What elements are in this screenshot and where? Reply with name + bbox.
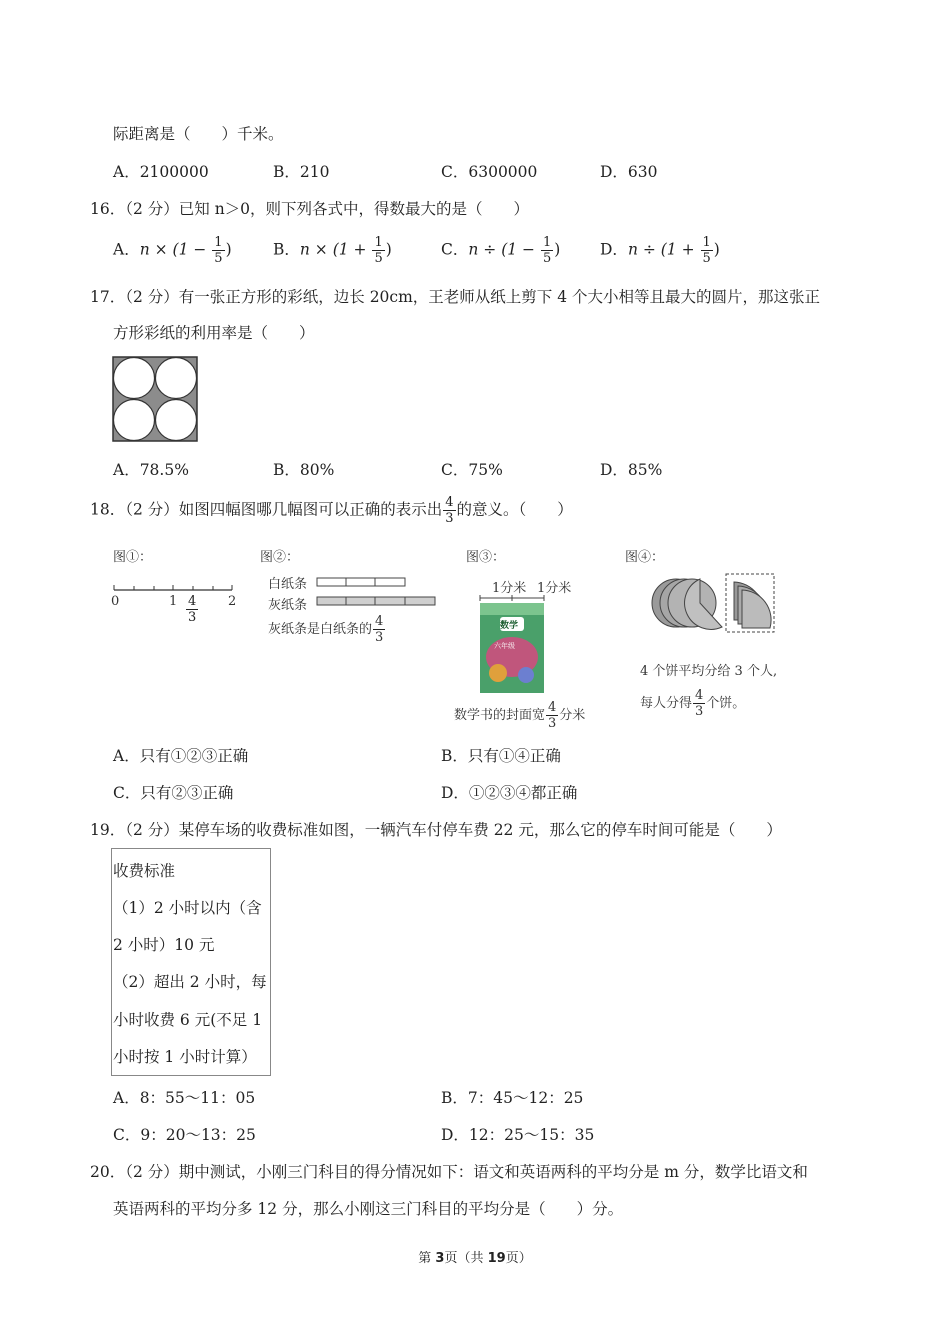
q17-option-b: B．80% bbox=[273, 461, 335, 479]
fee-box-line: （1）2 小时以内（含 bbox=[113, 899, 262, 917]
white-strip bbox=[317, 578, 405, 586]
q15-stem-tail: 际距离是（ ）千米。 bbox=[113, 125, 284, 143]
fee-box-line: 小时收费 6 元(不足 1 bbox=[113, 1011, 263, 1029]
circle-piece bbox=[156, 400, 197, 441]
fig1-tick-label-1: 1 bbox=[169, 594, 178, 609]
fig3-unit-label-1: 1分米 bbox=[492, 581, 527, 596]
book-cover-band bbox=[480, 603, 544, 615]
fig3-book-title: 数学 bbox=[500, 621, 519, 631]
fig2-gray-strip-label: 灰纸条 bbox=[268, 598, 308, 613]
fig3-label: 图③： bbox=[466, 550, 506, 565]
q16-option-a: A．n × (1 − $\frac{1}{5}$ ) bbox=[113, 235, 232, 266]
fig4-cakes bbox=[650, 570, 780, 636]
q19-option-b: B．7：45～12：25 bbox=[441, 1089, 584, 1107]
q17-option-c: C．75% bbox=[441, 461, 503, 479]
fig3-caption: 数学书的封面宽 $\frac{4}{3}$ 分米 bbox=[454, 700, 586, 731]
fig1-label: 图①： bbox=[113, 550, 153, 565]
square-paper-circles-figure bbox=[112, 356, 198, 442]
fee-box-line: 收费标准 bbox=[113, 862, 176, 880]
fig3-book-subtitle: 六年级 bbox=[494, 642, 515, 650]
q15-option-c: C．6300000 bbox=[441, 163, 538, 181]
q18-stem: 18．（2 分）如图四幅图哪几幅图可以正确的表示出 $\frac{4}{3}$ 的意义。（ ） bbox=[90, 495, 573, 526]
q16-option-d: D．n ÷ (1 + $\frac{1}{5}$ ) bbox=[600, 235, 720, 266]
q20-stem-line2: 英语两科的平均分多 12 分，那么小刚这三门科目的平均分是（ ）分。 bbox=[113, 1200, 624, 1218]
book-illustration bbox=[518, 667, 534, 683]
fee-standard-box bbox=[111, 848, 271, 1076]
fee-box-line: （2）超出 2 小时，每 bbox=[113, 973, 267, 991]
q17-stem-line2: 方形彩纸的利用率是（ ） bbox=[113, 324, 315, 342]
q18-option-d: D．①②③④都正确 bbox=[441, 784, 578, 802]
q16-stem: 16．（2 分）已知 n＞0，则下列各式中，得数最大的是（ ） bbox=[90, 200, 530, 218]
q18-option-c: C．只有②③正确 bbox=[113, 784, 234, 802]
fig2-paper-strips bbox=[316, 576, 438, 606]
fee-box-line: 2 小时）10 元 bbox=[113, 936, 215, 954]
q15-option-b: B．210 bbox=[273, 163, 330, 181]
book-illustration bbox=[489, 664, 507, 682]
gray-strip bbox=[317, 597, 435, 605]
q19-stem: 19．（2 分）某停车场的收费标准如图，一辆汽车付停车费 22 元，那么它的停车时间可能是（ ） bbox=[90, 821, 782, 839]
q18-option-b: B．只有①④正确 bbox=[441, 747, 561, 765]
fig1-fraction: $\frac{4}{3}$ bbox=[188, 594, 197, 625]
q17-option-d: D．85% bbox=[600, 461, 663, 479]
q17-stem-line1: 17．（2 分）有一张正方形的彩纸，边长 20cm，王老师从纸上剪下 4 个大小相等且最大的圆片，那这张正 bbox=[90, 288, 821, 306]
fee-box-line: 小时按 1 小时计算） bbox=[113, 1048, 257, 1066]
q19-option-c: C．9：20～13：25 bbox=[113, 1126, 256, 1144]
q15-option-d: D．630 bbox=[600, 163, 658, 181]
fig4-label: 图④： bbox=[625, 550, 665, 565]
fig2-caption: 灰纸条是白纸条的 $\frac{4}{3}$ bbox=[268, 614, 384, 645]
q17-option-a: A．78.5% bbox=[113, 461, 189, 479]
q16-option-c: C．n ÷ (1 − $\frac{1}{5}$ ) bbox=[441, 235, 561, 266]
circle-piece bbox=[114, 358, 155, 399]
fig2-label: 图②： bbox=[260, 550, 300, 565]
fig3-unit-label-2: 1分米 bbox=[537, 581, 572, 596]
fig4-caption-line2: 每人分得 $\frac{4}{3}$ 个饼。 bbox=[640, 688, 746, 719]
q16-option-b: B．n × (1 + $\frac{1}{5}$ ) bbox=[273, 235, 392, 266]
share-piece bbox=[742, 590, 771, 628]
q20-stem-line1: 20．（2 分）期中测试，小刚三门科目的得分情况如下：语文和英语两科的平均分是 m 分，数学比语文和 bbox=[90, 1163, 808, 1181]
circle-piece bbox=[114, 400, 155, 441]
circle-piece bbox=[156, 358, 197, 399]
fig1-tick-label-0: 0 bbox=[111, 594, 120, 609]
fig4-caption-line1: 4 个饼平均分给 3 个人, bbox=[640, 664, 778, 679]
q19-option-a: A．8：55～11：05 bbox=[113, 1089, 256, 1107]
fig1-tick-label-2: 2 bbox=[228, 594, 237, 609]
q18-option-a: A．只有①②③正确 bbox=[113, 747, 249, 765]
q15-option-a: A．2100000 bbox=[113, 163, 209, 181]
page-footer: 第 3页（共 19页） bbox=[418, 1251, 532, 1266]
q19-option-d: D．12：25～15：35 bbox=[441, 1126, 595, 1144]
fig2-white-strip-label: 白纸条 bbox=[268, 577, 308, 592]
